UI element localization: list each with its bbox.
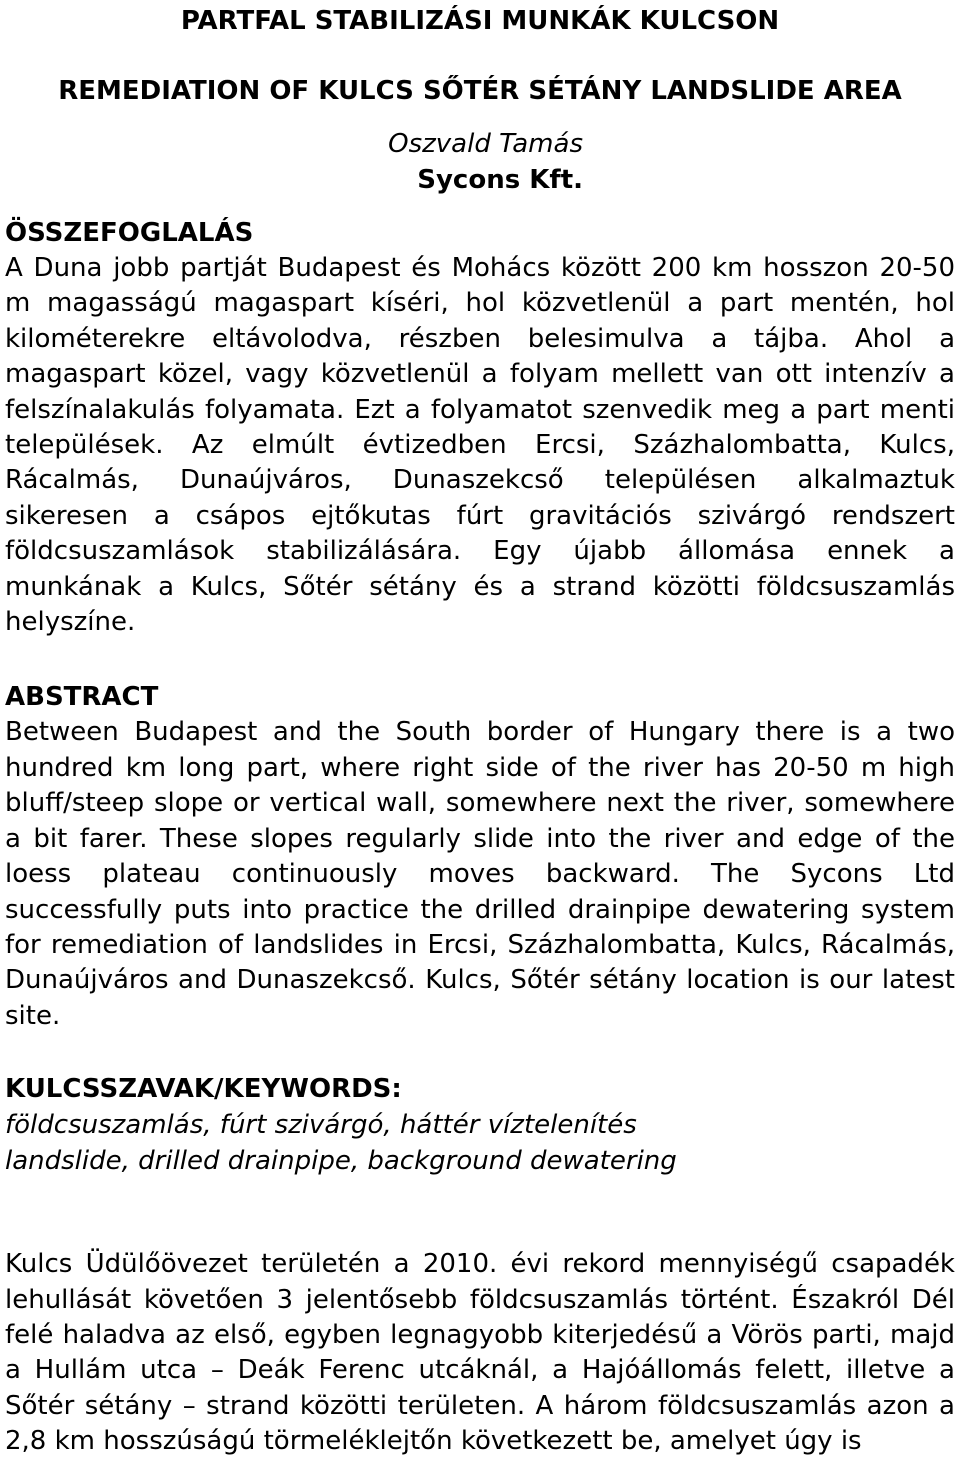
- summary-paragraph: A Duna jobb partját Budapest és Mohács között 200 km hosszon 20-50 m magasságú magaspart kíséri, hol közvetlenül a part mentén, hol kilométerekre eltávolodva, részben belesimulva a tájba. Ahol a magaspart közel, vagy közvetlenül a folyam mellett van ott intenzív a felszínalakulás folyamata. Ezt a folyamatot szenvedik meg a part menti települések. Az elmúlt évtizedben Ercsi, Százhalombatta, Kulcs, Rácalmás, Dunaújváros, Dunaszekcső településen alkalmaztuk sikeresen a csápos ejtőkutas fúrt gravitációs szivárgó rendszert földcsuszamlások stabilizálására. Egy újabb állomása ennek a munkának a Kulcs, Sőtér sétány és a strand közötti földcsuszamlás helyszíne.: [5, 253, 955, 638]
- author-organization: Sycons Kft.: [417, 165, 583, 195]
- author-name: Oszvald Tamás: [388, 129, 583, 159]
- author-block: [5, 126, 955, 198]
- abstract-heading: ABSTRACT: [5, 682, 159, 713]
- abstract-paragraph: Between Budapest and the South border of Hungary there is a two hundred km long part, where right side of the river has 20-50 m high bluff/steep slope or vertical wall, somewhere next the river, somewhere a bit farer. These slopes regularly slide into the river and edge of the loess plateau continuously moves backward. The Sycons Ltd successfully puts into practice the drilled drainpipe dewatering system for remediation of landslides in Ercsi, Százhalombatta, Kulcs, Rácalmás, Dunaújváros and Dunaszekcső. Kulcs, Sőtér sétány location is our latest site.: [5, 717, 955, 1031]
- keywords-english: landslide, drilled drainpipe, background dewatering: [5, 1146, 677, 1177]
- title-hungarian: PARTFAL STABILIZÁSI MUNKÁK KULCSON: [180, 6, 780, 36]
- summary-heading: ÖSSZEFOGLALÁS: [5, 218, 254, 248]
- paper-page: [5, 0, 955, 1460]
- title-english: REMEDIATION OF KULCS SŐTÉR SÉTÁNY LANDSLIDE AREA: [58, 76, 902, 106]
- keywords-heading: KULCSSZAVAK/KEYWORDS:: [5, 1074, 402, 1105]
- keywords-hungarian: földcsuszamlás, fúrt szivárgó, háttér víztelenítés: [5, 1110, 637, 1141]
- intro-paragraph: Kulcs Üdülőövezet területén a 2010. évi rekord mennyiségű csapadék lehullását követően 3 jelentősebb földcsuszamlás történt. Északról Dél felé haladva az első, egyben legnagyobb kiterjedésű a Vörös parti, majd a Hullám utca – Deák Ferenc utcáknál, a Hajóállomás felett, illetve a Sőtér sétány – strand közötti területen. A három földcsuszamlás azon a 2,8 km hosszúságú törmeléklejtőn következett be, amelyet úgy is: [5, 1249, 955, 1457]
